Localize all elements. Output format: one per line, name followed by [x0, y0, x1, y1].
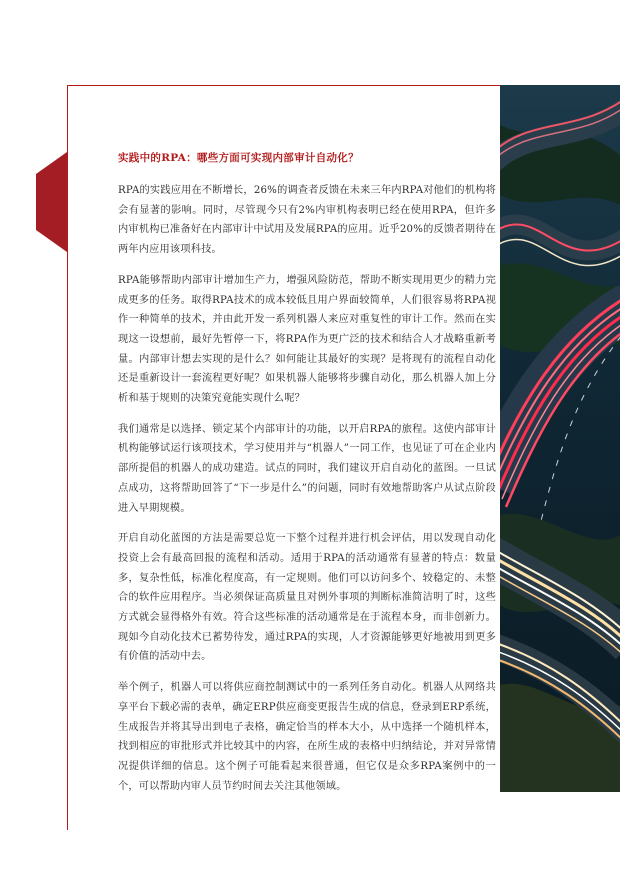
highway-photo	[500, 85, 620, 792]
article-paragraph: RPA能够帮助内部审计增加生产力，增强风险防范，帮助不断实现用更少的精力完成更多的任务。取得RPA技术的成本较低且用户界面较简单，人们很容易将RPA视作一种简单的技术，并由此开发一系列机器人来应对重复性的审计工作。然而在实现这一设想前，最好先暂停一下，将RPA作为更广泛的技术和结合人才战略重新考量。内部审计想去实现的是什么？如何能让其最好的实现？是将现有的流程自动化还是重新设计一套流程更好呢？如果机器人能够将步骤自动化，那么机器人加上分析和基于规则的决策究竟能实现什么呢？	[118, 274, 496, 405]
article-title: 实践中的RPA：哪些方面可实现内部审计自动化？	[118, 152, 359, 164]
article	[118, 150, 496, 807]
red-side-tab	[36, 152, 67, 252]
article-paragraph: 我们通常是以选择、锁定某个内部审计的功能，以开启RPA的旅程。这使内部审计机构能够试运行该项技术，学习使用并与“机器人”一同工作，也见证了可在企业内部所提倡的机器人的成功建造。试点的同时，我们建议开启自动化的蓝图。一旦试点成功，这将帮助回答了“下一步是什么”的问题，同时有效地帮助客户从试点阶段进入早期规模。	[118, 423, 496, 514]
article-paragraph: RPA的实践应用在不断增长，26%的调查者反馈在未来三年内RPA对他们的机构将会有显著的影响。同时，尽管现今只有2%内审机构表明已经在使用RPA，但许多内审机构已准备好在内部审计中试用及发展RPA的应用。近乎20%的反馈者期待在两年内应用该项科技。	[118, 185, 496, 256]
article-paragraph: 开启自动化蓝图的方法是需要总览一下整个过程并进行机会评估，用以发现自动化投资上会有最高回报的流程和活动。适用于RPA的活动通常有显著的特点：数量多，复杂性低，标准化程度高，有一定规则。他们可以访问多个、较稳定的、未整合的软件应用程序。当必须保证高质量且对例外事项的判断标准简洁明了时，这些方式就会显得格外有效。符合这些标准的活动通常是在于流程本身，而非创新力。现如今自动化技术已蓄势待发，通过RPA的实现，人才资源能够更好地被用到更多有价值的活动中去。	[118, 533, 496, 663]
article-paragraph: 举个例子，机器人可以将供应商控制测试中的一系列任务自动化。机器人从网络共享平台下载必需的表单，确定ERP供应商变更报告生成的信息，登录到ERP系统，生成报告并将其导出到电子表格，确定恰当的样本大小，从中选择一个随机样本，找到相应的审批形式并比较其中的内容，在所生成的表格中归纳结论，并对异常情况提供详细的信息。这个例子可能看起来很普通，但它仅是众多RPA案例中的一个，可以帮助内审人员节约时间去关注其他领域。	[118, 682, 496, 792]
